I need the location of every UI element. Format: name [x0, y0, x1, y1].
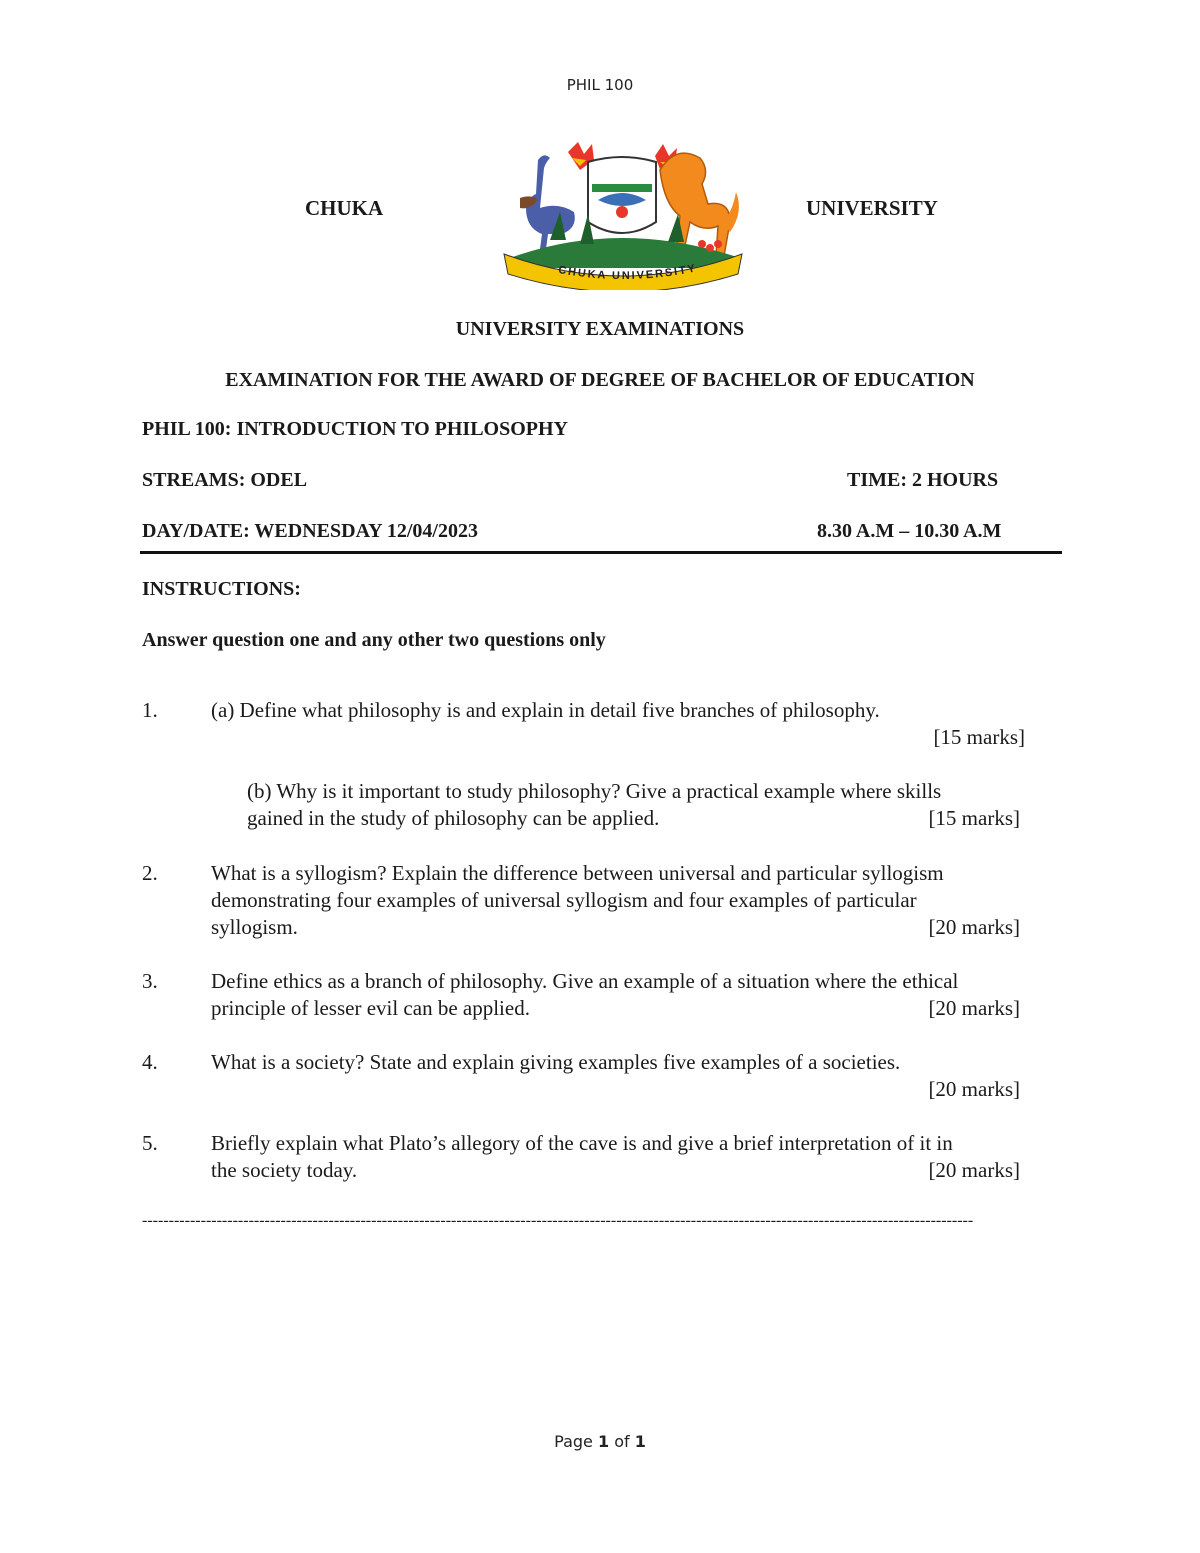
question-line: What is a syllogism? Explain the difference between universal and particular syllogism [211, 861, 944, 885]
question-line: Briefly explain what Plato’s allegory of the cave is and give a brief interpretation of it in [211, 1131, 953, 1155]
marks: [20 marks] [928, 915, 1020, 939]
question-number: 3. [142, 969, 158, 993]
question-line: Define ethics as a branch of philosophy. Give an example of a situation where the ethical [211, 969, 959, 993]
exam-hours: 8.30 A.M – 10.30 A.M [817, 520, 1002, 542]
question-line: gained in the study of philosophy can be applied. [247, 806, 660, 830]
page-number: 1 [597, 1432, 610, 1451]
brand-left: CHUKA [305, 196, 384, 220]
header-rule [140, 551, 1062, 554]
question-line: (b) Why is it important to study philosophy? Give a practical example where skills [247, 779, 942, 803]
marks: [15 marks] [928, 806, 1020, 830]
question-4 [211, 1049, 1020, 1103]
university-crest-logo [490, 140, 755, 290]
page-label: Page [554, 1432, 598, 1451]
question-line: the society today. [211, 1158, 358, 1182]
question-number: 2. [142, 861, 158, 885]
marks: [15 marks] [933, 725, 1025, 749]
question-number: 1. [142, 698, 158, 722]
page-footer [0, 1432, 1200, 1451]
day-date: DAY/DATE: WEDNESDAY 12/04/2023 [142, 520, 478, 542]
degree-heading: EXAMINATION FOR THE AWARD OF DEGREE OF BACHELOR OF EDUCATION [225, 369, 975, 391]
question-1 [211, 697, 1025, 751]
question-line: What is a society? State and explain giving examples five examples of a societies. [211, 1050, 901, 1074]
brand-right: UNIVERSITY [806, 196, 938, 220]
end-separator: ------------------------------------------------------------------------------------------------------------------------------------------------------------ [142, 1212, 974, 1229]
exam-heading: UNIVERSITY EXAMINATIONS [455, 318, 745, 340]
course-title: PHIL 100: INTRODUCTION TO PHILOSOPHY [142, 418, 568, 440]
question-1b [247, 778, 1020, 832]
question-line: principle of lesser evil can be applied. [211, 996, 530, 1020]
question-2 [211, 860, 1020, 941]
question-number: 4. [142, 1050, 158, 1074]
question-number: 5. [142, 1131, 158, 1155]
streams: STREAMS: ODEL [142, 469, 308, 491]
question-line: syllogism. [211, 915, 298, 939]
page-header: PHIL 100 [566, 76, 634, 94]
question-5 [211, 1130, 1020, 1184]
page-of: of [609, 1432, 635, 1451]
marks: [20 marks] [928, 1077, 1020, 1101]
crest-motto: CHUKA UNIVERSITY [557, 262, 698, 283]
question-line: (a) Define what philosophy is and explain in detail five branches of philosophy. [211, 698, 880, 722]
instructions-heading: INSTRUCTIONS: [142, 578, 301, 600]
marks: [20 marks] [928, 996, 1020, 1020]
duration: TIME: 2 HOURS [847, 469, 999, 491]
question-3 [211, 968, 1020, 1022]
question-line: demonstrating four examples of universal syllogism and four examples of particular [211, 888, 917, 912]
instructions-text: Answer question one and any other two questions only [142, 629, 606, 651]
marks: [20 marks] [928, 1158, 1020, 1182]
page-total: 1 [634, 1432, 646, 1451]
